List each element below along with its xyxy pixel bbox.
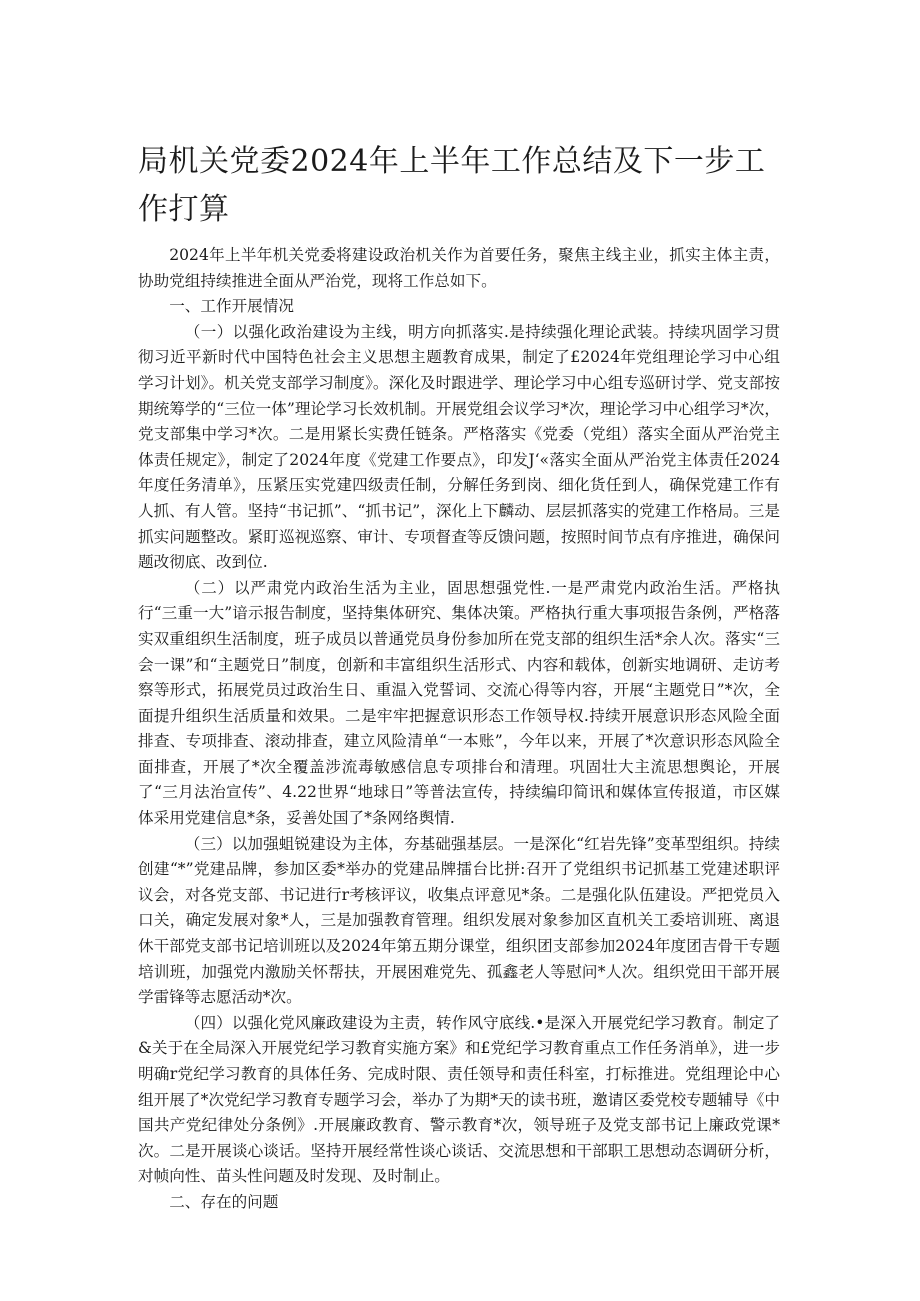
paragraph-party-political-life: （二）以严肃党内政治生活为主业，固思想强党性.一是严肃党内政治生活。严格执行“三重一大”谙示报告制度，坚持集体研究、集体决策。严格执行重大事项报告条例，严格落实双重组织生活制度，班子成员以普通党员身份参加所在党支部的组织生活*余人次。落实“三会一课”和“主题党日”制度，创新和丰富组织生活形式、内容和载体，创新实地调研、走访考察等形式，拓展党员过政治生日、重温入党誓词、交流心得等内容，开展“主题党日”*次，全面提升组织生活质量和效果。二是牢牢把握意识形态工作领导权.持续开展意识形态风险全面排查、专项排查、滚动排查，建立风险清单“一本账”，今年以来，开展了*次意识形态风险全面排查，开展了*次全覆盖涉流毒敏感信息专项排台和清理。巩固壮大主流思想舆论，开展了“三月法治宣传”、4.22世界“地球日”等普法宣传，持续编印简讯和媒体宣传报道，市区媒体采用党建信息*条，妥善处国了*条网络舆情. — [138, 578, 780, 828]
section-heading-work-status: 一、工作开展情况 — [169, 297, 294, 316]
page-title: 局机关党委2024年上半年工作总结及下一步工作打算 — [138, 144, 766, 227]
paragraph-political-construction: （一）以强化政治建设为主线，明方向抓落实.是持续强化理论武装。持续巩固学习贯彻习近平新时代中国特色社会主义思想主题教育成果，制定了£2024年党组理论学习中心组学习计划》。机关党支部学习制度》。深化及时跟进学、理论学习中心组专巡研讨学、党支部按期统筹学的“三位一体”理论学习长效机制。开展党组会议学习*次，理论学习中心组学习*次，党支部集中学习*次。二是用紧长实费任链条。严格落实《党委（党组）落实全面从严治党主体责任规定》，制定了2024年度《党建工作要点》，印发J‘«落实全面从严治党主体责任2024年度任务清单》，压紧压实党建四级责任制，分解任务到岗、细化货任到人，确保党建工作有人抓、有人管。坚持“书记抓”、“抓书记”，深化上下麟动、层层抓落实的党建工作格局。三是抓实问题整改。紧盯巡视巡察、审计、专项督查等反馈问题，按照时间节点有序推进，确保问题改彻底、改到位. — [138, 322, 780, 572]
document-body — [138, 243, 780, 1216]
paragraph-organization-construction: （三）以加强蛆锐建设为主体，夯基础强基层。一是深化“红岩先锋”变革型组织。持续创建“*”党建品牌，参加区委*举办的党建品牌擂台比拼:召开了党组织书记抓基工党建述职评议会，对各党支部、书记进行r考核评议，收集点评意见*条。二是强化队伍建设。严把党员入口关，确定发展对象*人，三是加强教育管理。组织发展对象参加区直机关工委培训班、离退休干部党支部书记培训班以及2024年第五期分课堂，组织团支部参加2024年度团吉骨干专题培训班，加强党内激励关怀帮扶，开展困难党先、孤鑫老人等慰问*人次。组织党田干部开展学雷锋等志愿活动*次。 — [138, 834, 780, 1007]
intro-paragraph: 2024年上半年机关党委将建设政治机关作为首要任务，聚焦主线主业，抓实主体主责，协助党组持续推进全面从严治党，现将工作总如下。 — [138, 246, 780, 290]
section-heading-problems: 二、存在的问题 — [169, 1192, 279, 1211]
paragraph-clean-government: （四）以强化党风廉政建设为主责，转作风守底线.•是深入开展党纪学习教育。制定了&关于在全局深入开展党纪学习教育实施方案》和£党纪学习教育重点工作任务消单》，进一步明确r党纪学习教育的具体任务、完成时限、责任领导和责任科室，打标推进。党组理论中心组开展了*次党纪学习教育专题学习会，举办了为期*天的读书班，邀请区委党校专题辅导《中国共产党纪律处分条例》.开展廉政教育、警示教育*次，领导班子及党支部书记上廉政党课*次。二是开展谈心谈话。坚持开展经常性谈心谈话、交流思想和干部职工思想动态调研分析，对帧向性、苗头性问题及时发现、及时制止。 — [138, 1013, 780, 1186]
